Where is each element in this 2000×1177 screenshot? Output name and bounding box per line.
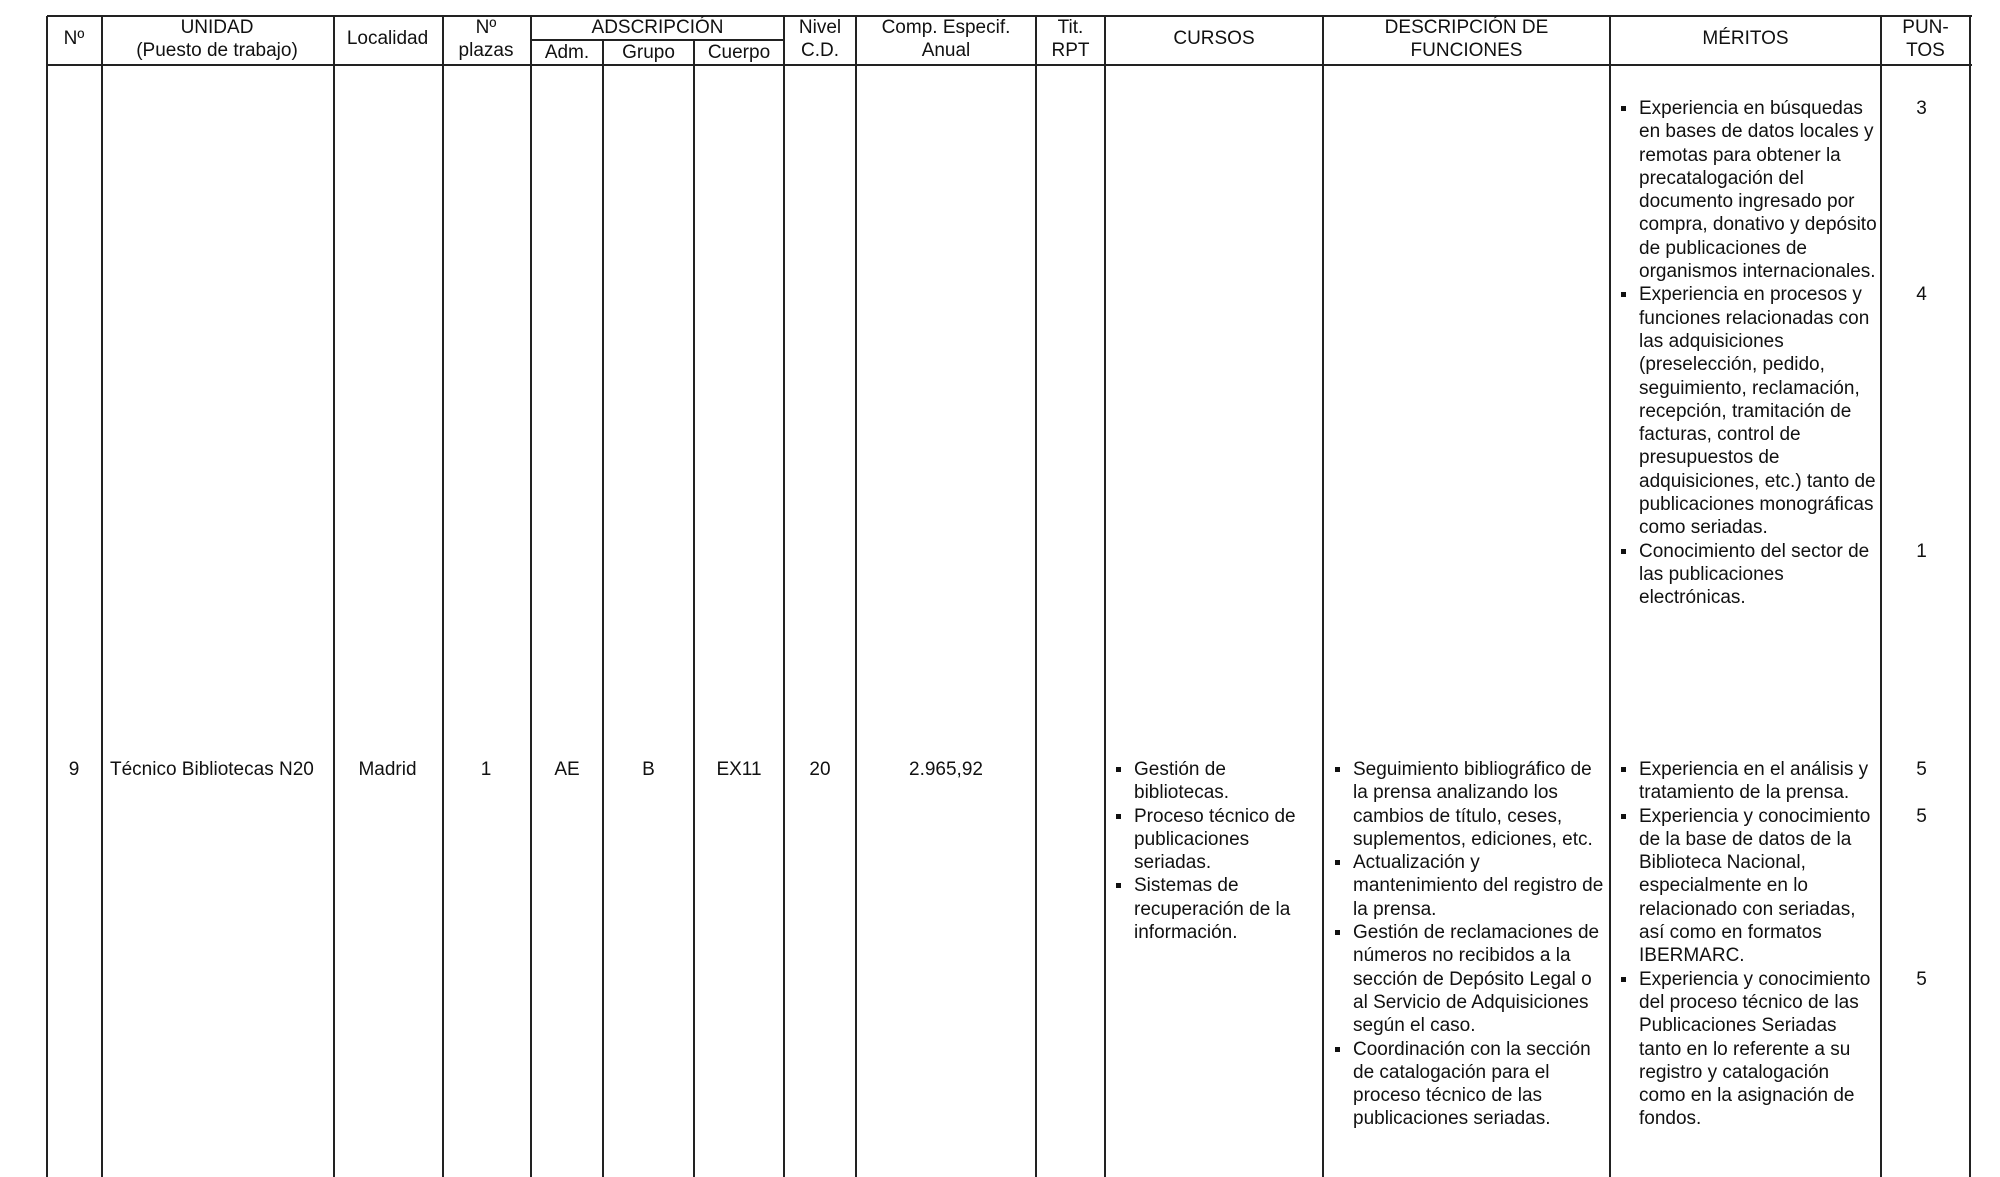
merit-item (1619, 805, 1967, 968)
col-line (530, 16, 532, 1177)
funcion-item: Actualización y mantenimiento del registro de la prensa. (1333, 851, 1605, 921)
header-unidad (101, 16, 333, 62)
header-nivel-2: C.D. (801, 40, 839, 61)
col-line (1969, 16, 1971, 1177)
col-line (602, 40, 604, 1177)
merit-points: 4 (1916, 284, 1927, 306)
prev-row-meritos-list (1619, 97, 1967, 610)
header-desc-1: DESCRIPCIÓN DE (1384, 17, 1549, 38)
cursos-list (1114, 758, 1319, 944)
col-line (855, 16, 857, 1177)
header-puntos (1881, 16, 1970, 62)
header-funciones (1323, 16, 1610, 62)
header-adscripcion: ADSCRIPCIÓN (591, 17, 724, 38)
col-line (442, 16, 444, 1177)
funciones-list (1333, 758, 1605, 1131)
header-comp (856, 16, 1036, 62)
header-plazas-1: Nº (475, 17, 497, 38)
merit-points: 3 (1916, 98, 1927, 119)
row-adm: AE (554, 759, 580, 780)
col-line (1322, 16, 1324, 1177)
header-plazas (442, 16, 530, 62)
merit-text: Experiencia en búsquedas en bases de datos locales y remotas para obtener la precatalogación del documento ingresado por compra, donativo y depósito de publicaciones de organismos internacionales. (1639, 98, 1877, 283)
curso-item: Proceso técnico de publicaciones seriadas. (1114, 805, 1319, 875)
merit-text: Experiencia en el análisis y tratamiento de la prensa. (1639, 759, 1869, 804)
merit-item (1619, 97, 1967, 283)
col-line (1609, 16, 1611, 1177)
merit-item (1619, 540, 1967, 610)
header-comp-1: Comp. Especif. (881, 17, 1011, 38)
header-puesto-label: (Puesto de trabajo) (136, 40, 298, 61)
row-comp: 2.965,92 (909, 759, 983, 780)
row-n: 9 (68, 759, 80, 780)
row-localidad: Madrid (358, 759, 417, 780)
merit-points: 5 (1916, 759, 1927, 780)
header-plazas-2: plazas (458, 40, 514, 61)
row-unidad: Técnico Bibliotecas N20 (110, 759, 314, 780)
header-comp-2: Anual (921, 40, 971, 61)
header-puntos-2: TOS (1906, 40, 1945, 61)
merit-item (1619, 283, 1967, 539)
row-cuerpo: EX11 (716, 759, 762, 780)
col-line (1035, 16, 1037, 1177)
col-line (101, 16, 103, 1177)
row-meritos-list (1619, 758, 1967, 1131)
header-meritos: MÉRITOS (1702, 28, 1789, 49)
curso-item: Gestión de bibliotecas. (1114, 758, 1319, 805)
row-grupo: B (642, 759, 655, 780)
row-nivel: 20 (809, 759, 831, 780)
header-cursos: CURSOS (1173, 28, 1255, 49)
merit-text: Conocimiento del sector de las publicaciones electrónicas. (1639, 540, 1870, 609)
funcion-item: Coordinación con la sección de catalogación para el proceso técnico de las publicaciones seriadas. (1333, 1038, 1605, 1131)
col-line (1104, 16, 1106, 1177)
curso-item: Sistemas de recuperación de la información. (1114, 874, 1319, 944)
merit-text: Experiencia en procesos y funciones relacionadas con las adquisiciones (preselección, pedido, seguimiento, reclamación, recepción, tramitación de facturas, control de presupuestos de adquisiciones, etc.) tanto de publicaciones monográficas como seriadas. (1639, 284, 1876, 539)
header-bottom-border (47, 64, 1972, 66)
header-adm: Adm. (544, 42, 590, 63)
header-tit (1036, 16, 1105, 62)
merit-points: 5 (1916, 805, 1927, 827)
header-nivel (784, 16, 856, 62)
header-puntos-1: PUN- (1902, 17, 1949, 38)
merit-item (1619, 968, 1967, 1131)
header-localidad: Localidad (346, 28, 429, 49)
header-tit-2: RPT (1051, 40, 1090, 61)
col-line (693, 40, 695, 1177)
merit-points: 5 (1916, 968, 1927, 990)
header-n: Nº (63, 28, 85, 49)
header-grupo: Grupo (622, 42, 675, 63)
header-tit-1: Tit. (1057, 17, 1084, 38)
col-line (333, 16, 335, 1177)
merit-text: Experiencia y conocimiento de la base de datos de la Biblioteca Nacional, especialmente en lo relacionado con seriadas, así como en formatos IBERMARC. (1639, 805, 1871, 967)
row-plazas: 1 (480, 759, 492, 780)
header-cuerpo: Cuerpo (707, 42, 771, 63)
header-nivel-1: Nivel (798, 17, 842, 38)
col-line (46, 16, 48, 1177)
merit-points: 1 (1916, 540, 1927, 562)
funcion-item: Gestión de reclamaciones de números no recibidos a la sección de Depósito Legal o al Servicio de Adquisiciones según el caso. (1333, 921, 1605, 1037)
header-desc-2: FUNCIONES (1410, 40, 1523, 61)
merit-text: Experiencia y conocimiento del proceso técnico de las Publicaciones Seriadas tanto en lo referente a su registro y catalogación como en la asignación de fondos. (1639, 968, 1871, 1130)
header-unidad-label: UNIDAD (180, 17, 254, 38)
funcion-item: Seguimiento bibliográfico de la prensa analizando los cambios de título, ceses, suplementos, ediciones, etc. (1333, 758, 1605, 851)
merit-item (1619, 758, 1967, 805)
col-line (783, 16, 785, 1177)
